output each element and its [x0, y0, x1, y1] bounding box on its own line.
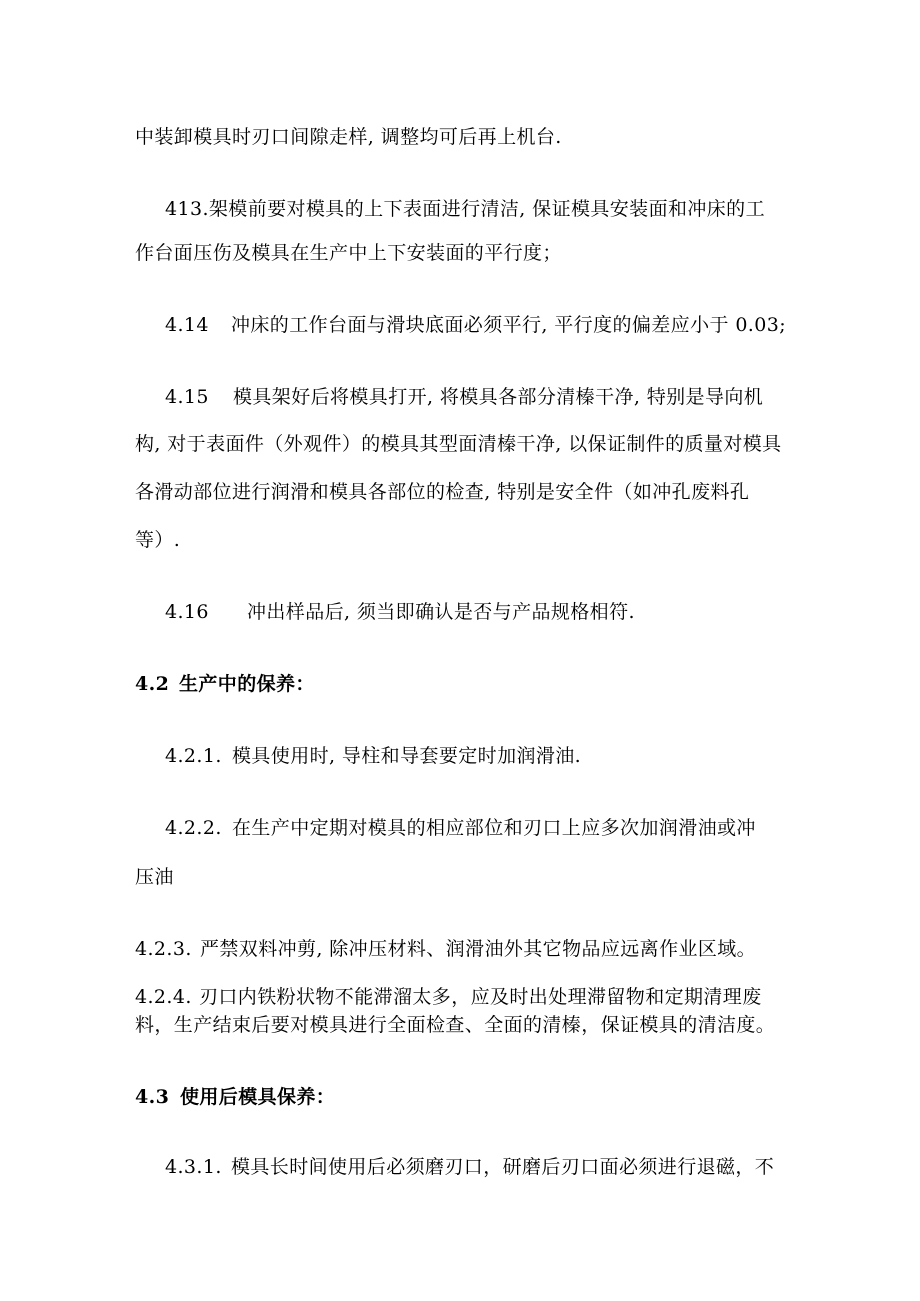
heading-text: 生产中的保养： — [179, 673, 315, 695]
section-number: 4.15 — [165, 386, 209, 408]
section-number: 4.2.1. — [165, 745, 222, 767]
text: 严禁双料冲剪, 除冲压材料、润滑油外其它物品应远离作业区域。 — [200, 938, 757, 960]
paragraph-line — [135, 241, 562, 265]
paragraph-line — [165, 385, 763, 409]
paragraph-line — [135, 937, 756, 961]
paragraph-line — [135, 985, 762, 1009]
paragraph-line — [135, 1013, 775, 1037]
section-number: 4.2.2. — [165, 817, 222, 839]
text: 模具长时间使用后必须磨刃口，研磨后刃口面必须进行退磁，不 — [231, 1156, 775, 1178]
section-number: 4.2.3. — [135, 938, 192, 960]
text: 模具架好后将模具打开, 将模具各部分清榛干净, 特别是导向机 — [233, 386, 764, 408]
text: 刃口内铁粉状物不能滞溜太多，应及时出处理滞留物和定期清理废 — [199, 986, 762, 1008]
section-number: 4.14 — [165, 314, 209, 336]
paragraph-line — [165, 600, 635, 624]
paragraph-line — [135, 432, 782, 456]
text: 冲出样品后, 须当即确认是否与产品规格相符. — [247, 601, 635, 623]
paragraph-line — [135, 480, 749, 504]
text: 构, 对于表面件（外观件）的模具其型面清榛干净, 以保证制件的质量对模具 — [135, 433, 782, 455]
text: 各滑动部位进行润滑和模具各部位的检查, 特别是安全件（如冲孔废料孔 — [135, 481, 750, 503]
text: 料，生产结束后要对模具进行全面检查、全面的清榛，保证模具的清洁度。 — [135, 1014, 776, 1036]
text: 冲床的工作台面与滑块底面必须平行, 平行度的偏差应小于 0.03; — [231, 314, 787, 336]
text: 413.架模前要对模具的上下表面进行清洁, 保证模具安装面和冲床的工 — [165, 198, 765, 220]
section-heading — [135, 672, 315, 696]
heading-text: 使用后模具保养： — [180, 1086, 336, 1108]
text: 等）. — [135, 529, 181, 551]
paragraph-line — [135, 125, 562, 149]
text: 作台面压伤及模具在生产中上下安装面的平行度； — [135, 242, 562, 264]
section-number: 4.2.4. — [135, 986, 192, 1008]
text: 中装卸模具时刃口间隙走样, 调整均可后再上机台. — [135, 126, 562, 148]
text: 压油 — [135, 866, 174, 888]
paragraph-line — [165, 313, 786, 337]
text: 模具使用时, 导柱和导套要定时加润滑油. — [232, 745, 582, 767]
section-number: 4.3.1. — [165, 1156, 222, 1178]
section-heading — [135, 1085, 335, 1109]
paragraph-line — [135, 865, 174, 889]
heading-number: 4.2 — [135, 673, 170, 695]
paragraph-line — [165, 744, 581, 768]
paragraph-line — [165, 197, 765, 221]
section-number: 4.16 — [165, 601, 209, 623]
text: 在生产中定期对模具的相应部位和刃口上应多次加润滑油或冲 — [232, 817, 756, 839]
paragraph-line — [135, 528, 180, 552]
heading-number: 4.3 — [135, 1086, 170, 1108]
paragraph-line — [165, 1155, 774, 1179]
paragraph-line — [165, 816, 756, 840]
